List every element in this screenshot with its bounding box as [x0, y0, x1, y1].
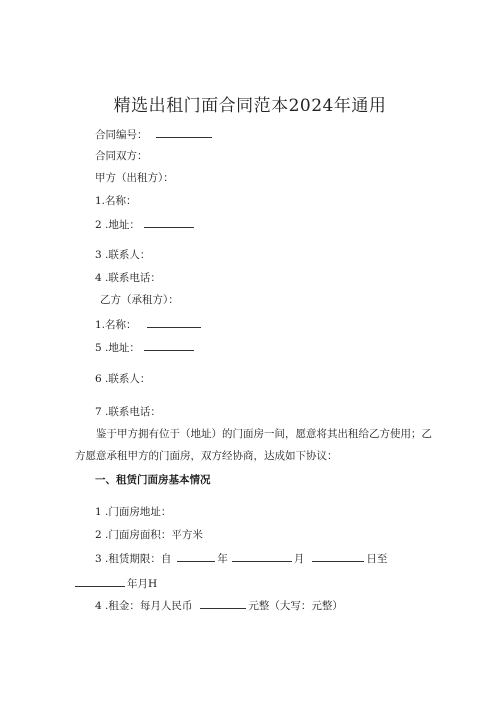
item4-prefix: 4 .租金：每月人民币 [95, 600, 193, 612]
party-b-address-line [95, 340, 196, 355]
item3-end-blank [75, 576, 125, 587]
contract-number-line [95, 127, 214, 142]
party-a-address-label: 2 .地址： [95, 219, 140, 231]
section1-item3-line [95, 551, 387, 566]
contract-number-blank [156, 127, 212, 138]
party-a-contact: 3 .联系人： [95, 249, 151, 261]
parties-label: 合同双方： [95, 150, 148, 162]
item3-year-blank [177, 551, 215, 562]
section1-item4-line [95, 598, 343, 613]
party-b-address-blank [144, 340, 194, 351]
document-title: 精选出租门面合同范本2024年通用 [113, 96, 387, 116]
item3-day-blank [312, 551, 364, 562]
intro-paragraph-text: 鉴于甲方拥有位于（地址）的门面房一间，愿意将其出租给乙方使用；乙方愿意承租甲方的门面房，双方经协商，达成如下协议： [75, 428, 432, 462]
party-b-address-label: 5 .地址： [95, 342, 140, 354]
party-b-name-line [95, 317, 203, 332]
intro-paragraph [75, 423, 435, 467]
item3-month-blank [232, 551, 292, 562]
party-b-name-label: 1.名称： [95, 319, 137, 331]
item3-end: 年月H [127, 578, 158, 590]
section1-item1: 1 .门面房地址： [95, 506, 172, 518]
item4-suffix: 元整（大写：元整） [248, 600, 343, 612]
section1-item3-end-line [75, 576, 157, 591]
item4-amount-blank [200, 598, 246, 609]
section1-heading: 一、租赁门面房基本情况 [95, 474, 211, 486]
party-b-phone: 7 .联系电话： [95, 406, 161, 418]
party-a-name: 1.名称： [95, 195, 137, 207]
party-b-name-blank [147, 317, 201, 328]
party-a-address-blank [144, 217, 194, 228]
contract-number-label: 合同编号： [95, 129, 148, 141]
item3-year: 年 [217, 553, 228, 565]
item3-prefix: 3 .租赁期限：自 [95, 553, 172, 565]
party-a-heading: 甲方（出租方）： [95, 172, 174, 184]
party-b-contact: 6 .联系人： [95, 373, 151, 385]
party-a-address-line [95, 217, 196, 232]
party-a-phone: 4 .联系电话： [95, 272, 161, 284]
item3-month: 月 [293, 553, 305, 565]
section1-item2: 2 .门面房面积：平方米 [95, 529, 203, 541]
party-b-heading: 乙方（承租方）： [100, 294, 179, 306]
item3-day: 日至 [366, 553, 388, 565]
